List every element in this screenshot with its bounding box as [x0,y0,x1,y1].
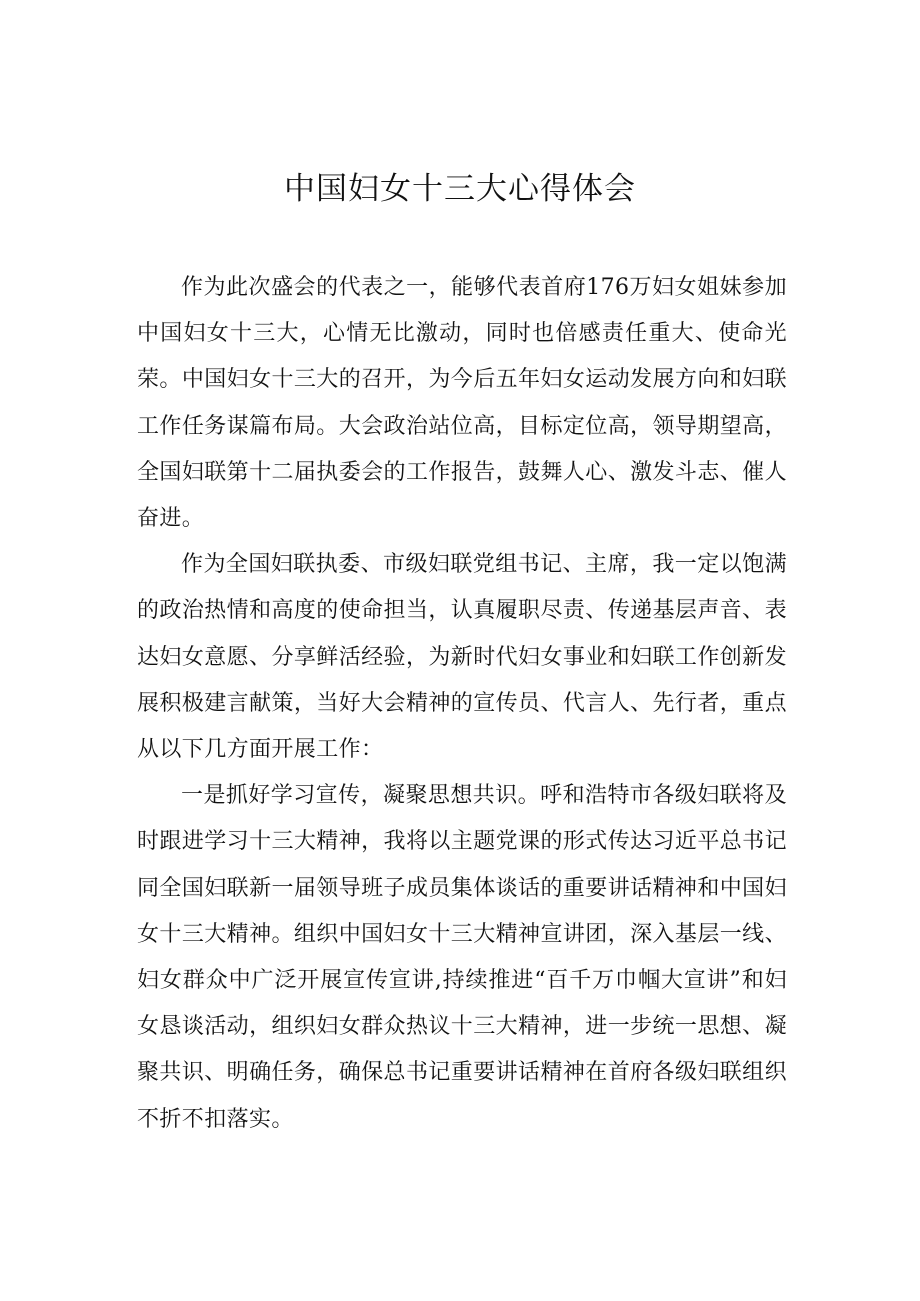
paragraph-intro: 作为此次盛会的代表之一，能够代表首府176万妇女姐妹参加中国妇女十三大，心情无比激动，同时也倍感责任重大、使命光荣。中国妇女十三大的召开，为今后五年妇女运动发展方向和妇联工作任务谋篇布局。大会政治站位高，目标定位高，领导期望高，全国妇联第十二届执委会的工作报告，鼓舞人心、激发斗志、催人奋进。 [137,275,787,532]
document-title: 中国妇女十三大心得体会 [284,171,636,207]
paragraph-study-publicity: 一是抓好学习宣传，凝聚思想共识。呼和浩特市各级妇联将及时跟进学习十三大精神，我将以主题党课的形式传达习近平总书记同全国妇联新一届领导班子成员集体谈话的重要讲话精神和中国妇女十三大精神。组织中国妇女十三大精神宣讲团，深入基层一线、妇女群众中广泛开展宣传宣讲,持续推进“百千万巾帼大宣讲”和妇女恳谈活动，组织妇女群众热议十三大精神，进一步统一思想、凝聚共识、明确任务，确保总书记重要讲话精神在首府各级妇联组织不折不扣落实。 [137,783,787,1132]
document-body [137,265,787,1143]
paragraph-commitment: 作为全国妇联执委、市级妇联党组书记、主席，我一定以饱满的政治热情和高度的使命担当，认真履职尽责、传递基层声音、表达妇女意愿、分享鲜活经验，为新时代妇女事业和妇联工作创新发展积极建言献策，当好大会精神的宣传员、代言人、先行者，重点从以下几方面开展工作： [137,552,787,763]
